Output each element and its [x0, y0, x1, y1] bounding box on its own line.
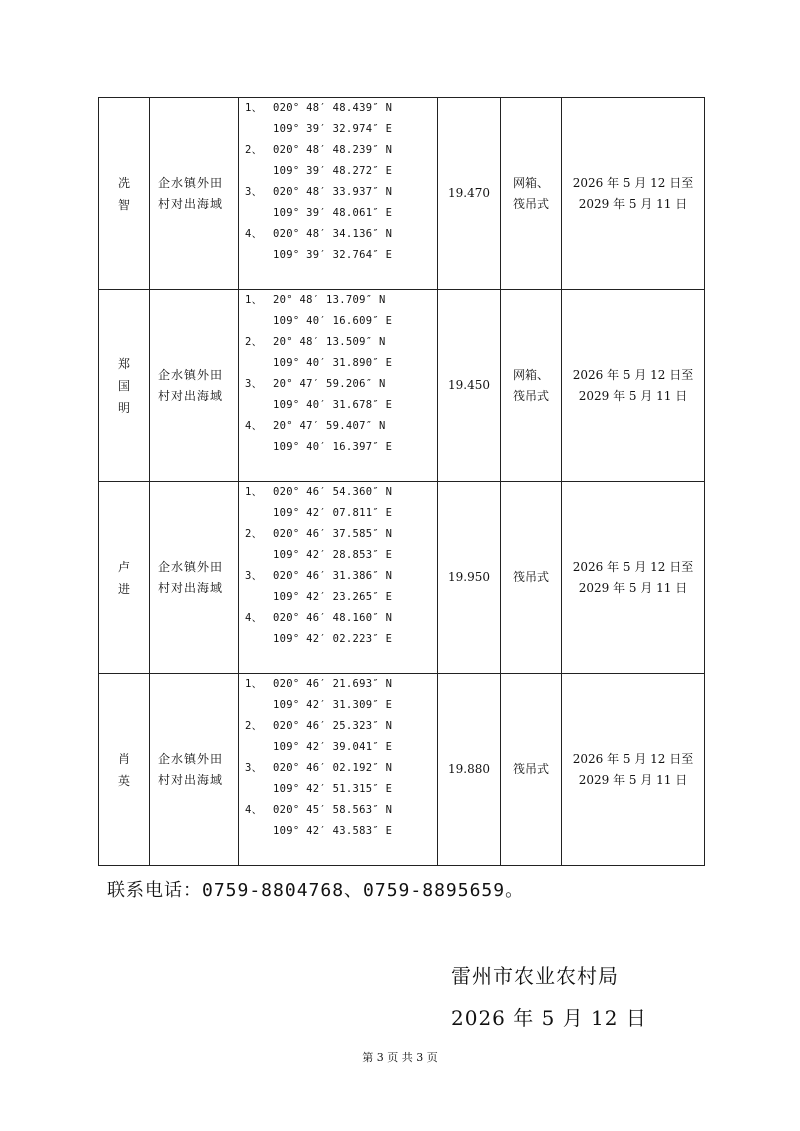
- coordinate-line: 2、 20° 48′ 13.509″ N: [245, 336, 386, 348]
- coordinate-line: 4、 020° 48′ 34.136″ N: [245, 228, 393, 240]
- location-cell: [150, 290, 239, 482]
- location-text: 企水镇外田村对出海域: [158, 175, 224, 211]
- coordinate-line: 109° 42′ 07.811″ E: [273, 507, 393, 519]
- coordinate-list: [239, 98, 437, 266]
- location-cell: [150, 674, 239, 866]
- coordinate-line: 1、 020° 46′ 21.693″ N: [245, 678, 393, 690]
- period-end: 2029 年 5 月 11 日: [578, 388, 688, 403]
- coordinate-line: 4、 020° 45′ 58.563″ N: [245, 804, 393, 816]
- period-end: 2029 年 5 月 11 日: [578, 580, 688, 595]
- applicant-name-cell: [99, 98, 150, 290]
- coordinate-line: 109° 39′ 32.764″ E: [273, 249, 393, 261]
- coordinate-line: 3、 020° 48′ 33.937″ N: [245, 186, 393, 198]
- period-end: 2029 年 5 月 11 日: [578, 196, 688, 211]
- coordinate-line: 3、 020° 46′ 02.192″ N: [245, 762, 393, 774]
- table-row: [99, 482, 705, 674]
- period-cell: [562, 674, 705, 866]
- period-cell: [562, 290, 705, 482]
- issuing-organization: 雷州市农业农村局: [451, 964, 619, 988]
- period-start: 2026 年 5 月 12 日至: [572, 751, 694, 766]
- area-value: 19.470: [448, 186, 490, 200]
- coordinate-line: 109° 42′ 23.265″ E: [273, 591, 393, 603]
- area-value: 19.450: [448, 378, 490, 392]
- coordinate-line: 109° 42′ 28.853″ E: [273, 549, 393, 561]
- area-cell: [438, 674, 501, 866]
- applicant-name: 卢进: [117, 559, 130, 596]
- coordinates-cell: [239, 482, 438, 674]
- coordinate-line: 109° 39′ 48.061″ E: [273, 207, 393, 219]
- page-number: 第 3 页 共 3 页: [362, 1051, 438, 1064]
- location-text: 企水镇外田村对出海域: [158, 751, 224, 787]
- area-cell: [438, 482, 501, 674]
- table-row: [99, 674, 705, 866]
- area-value: 19.950: [448, 570, 490, 584]
- coordinate-line: 109° 42′ 02.223″ E: [273, 633, 393, 645]
- coordinate-line: 1、 020° 46′ 54.360″ N: [245, 486, 393, 498]
- farming-type: 筏吊式: [512, 570, 549, 584]
- coordinate-line: 1、 20° 48′ 13.709″ N: [245, 294, 386, 306]
- farming-type-cell: [501, 674, 562, 866]
- coordinate-line: 109° 40′ 31.678″ E: [273, 399, 393, 411]
- coordinate-line: 109° 42′ 51.315″ E: [273, 783, 393, 795]
- period-cell: [562, 482, 705, 674]
- coordinate-line: 109° 40′ 16.609″ E: [273, 315, 393, 327]
- coordinate-line: 3、 020° 46′ 31.386″ N: [245, 570, 393, 582]
- coordinate-line: 3、 20° 47′ 59.206″ N: [245, 378, 386, 390]
- table-row: [99, 290, 705, 482]
- farming-type: 网箱、筏吊式: [512, 175, 549, 211]
- table-row: [99, 98, 705, 290]
- coordinate-list: [239, 674, 437, 842]
- coordinate-line: 109° 39′ 32.974″ E: [273, 123, 393, 135]
- area-cell: [438, 98, 501, 290]
- applicant-name: 冼智: [117, 175, 130, 212]
- coordinate-line: 109° 39′ 48.272″ E: [273, 165, 393, 177]
- applicant-name: 肖英: [117, 751, 130, 788]
- period-end: 2029 年 5 月 11 日: [578, 772, 688, 787]
- coordinate-line: 2、 020° 48′ 48.239″ N: [245, 144, 393, 156]
- period-start: 2026 年 5 月 12 日至: [572, 367, 694, 382]
- coordinates-cell: [239, 98, 438, 290]
- coordinate-line: 109° 40′ 31.890″ E: [273, 357, 393, 369]
- location-text: 企水镇外田村对出海域: [158, 367, 224, 403]
- farming-type: 网箱、筏吊式: [512, 367, 549, 403]
- applicant-name-cell: [99, 482, 150, 674]
- period-start: 2026 年 5 月 12 日至: [572, 559, 694, 574]
- period-cell: [562, 98, 705, 290]
- coordinate-line: 109° 40′ 16.397″ E: [273, 441, 393, 453]
- coordinate-list: [239, 482, 437, 650]
- location-cell: [150, 482, 239, 674]
- permit-table: [98, 97, 705, 866]
- coordinate-line: 4、 020° 46′ 48.160″ N: [245, 612, 393, 624]
- farming-type-cell: [501, 290, 562, 482]
- coordinates-cell: [239, 674, 438, 866]
- coordinates-cell: [239, 290, 438, 482]
- farming-type-cell: [501, 98, 562, 290]
- farming-type-cell: [501, 482, 562, 674]
- period-start: 2026 年 5 月 12 日至: [572, 175, 694, 190]
- area-value: 19.880: [448, 762, 490, 776]
- coordinate-line: 109° 42′ 43.583″ E: [273, 825, 393, 837]
- coordinate-line: 109° 42′ 39.041″ E: [273, 741, 393, 753]
- applicant-name-cell: [99, 290, 150, 482]
- area-cell: [438, 290, 501, 482]
- coordinate-line: 109° 42′ 31.309″ E: [273, 699, 393, 711]
- applicant-name: 郑国明: [117, 356, 130, 415]
- contact-phone-line: 联系电话：0759-8804768、0759-8895659。: [107, 880, 525, 901]
- coordinate-line: 2、 020° 46′ 37.585″ N: [245, 528, 393, 540]
- issue-date: 2026 年 5 月 12 日: [451, 1006, 647, 1030]
- coordinate-line: 1、 020° 48′ 48.439″ N: [245, 102, 393, 114]
- applicant-name-cell: [99, 674, 150, 866]
- coordinate-line: 4、 20° 47′ 59.407″ N: [245, 420, 386, 432]
- coordinate-list: [239, 290, 437, 458]
- farming-type: 筏吊式: [512, 762, 549, 776]
- coordinate-line: 2、 020° 46′ 25.323″ N: [245, 720, 393, 732]
- location-text: 企水镇外田村对出海域: [158, 559, 224, 595]
- location-cell: [150, 98, 239, 290]
